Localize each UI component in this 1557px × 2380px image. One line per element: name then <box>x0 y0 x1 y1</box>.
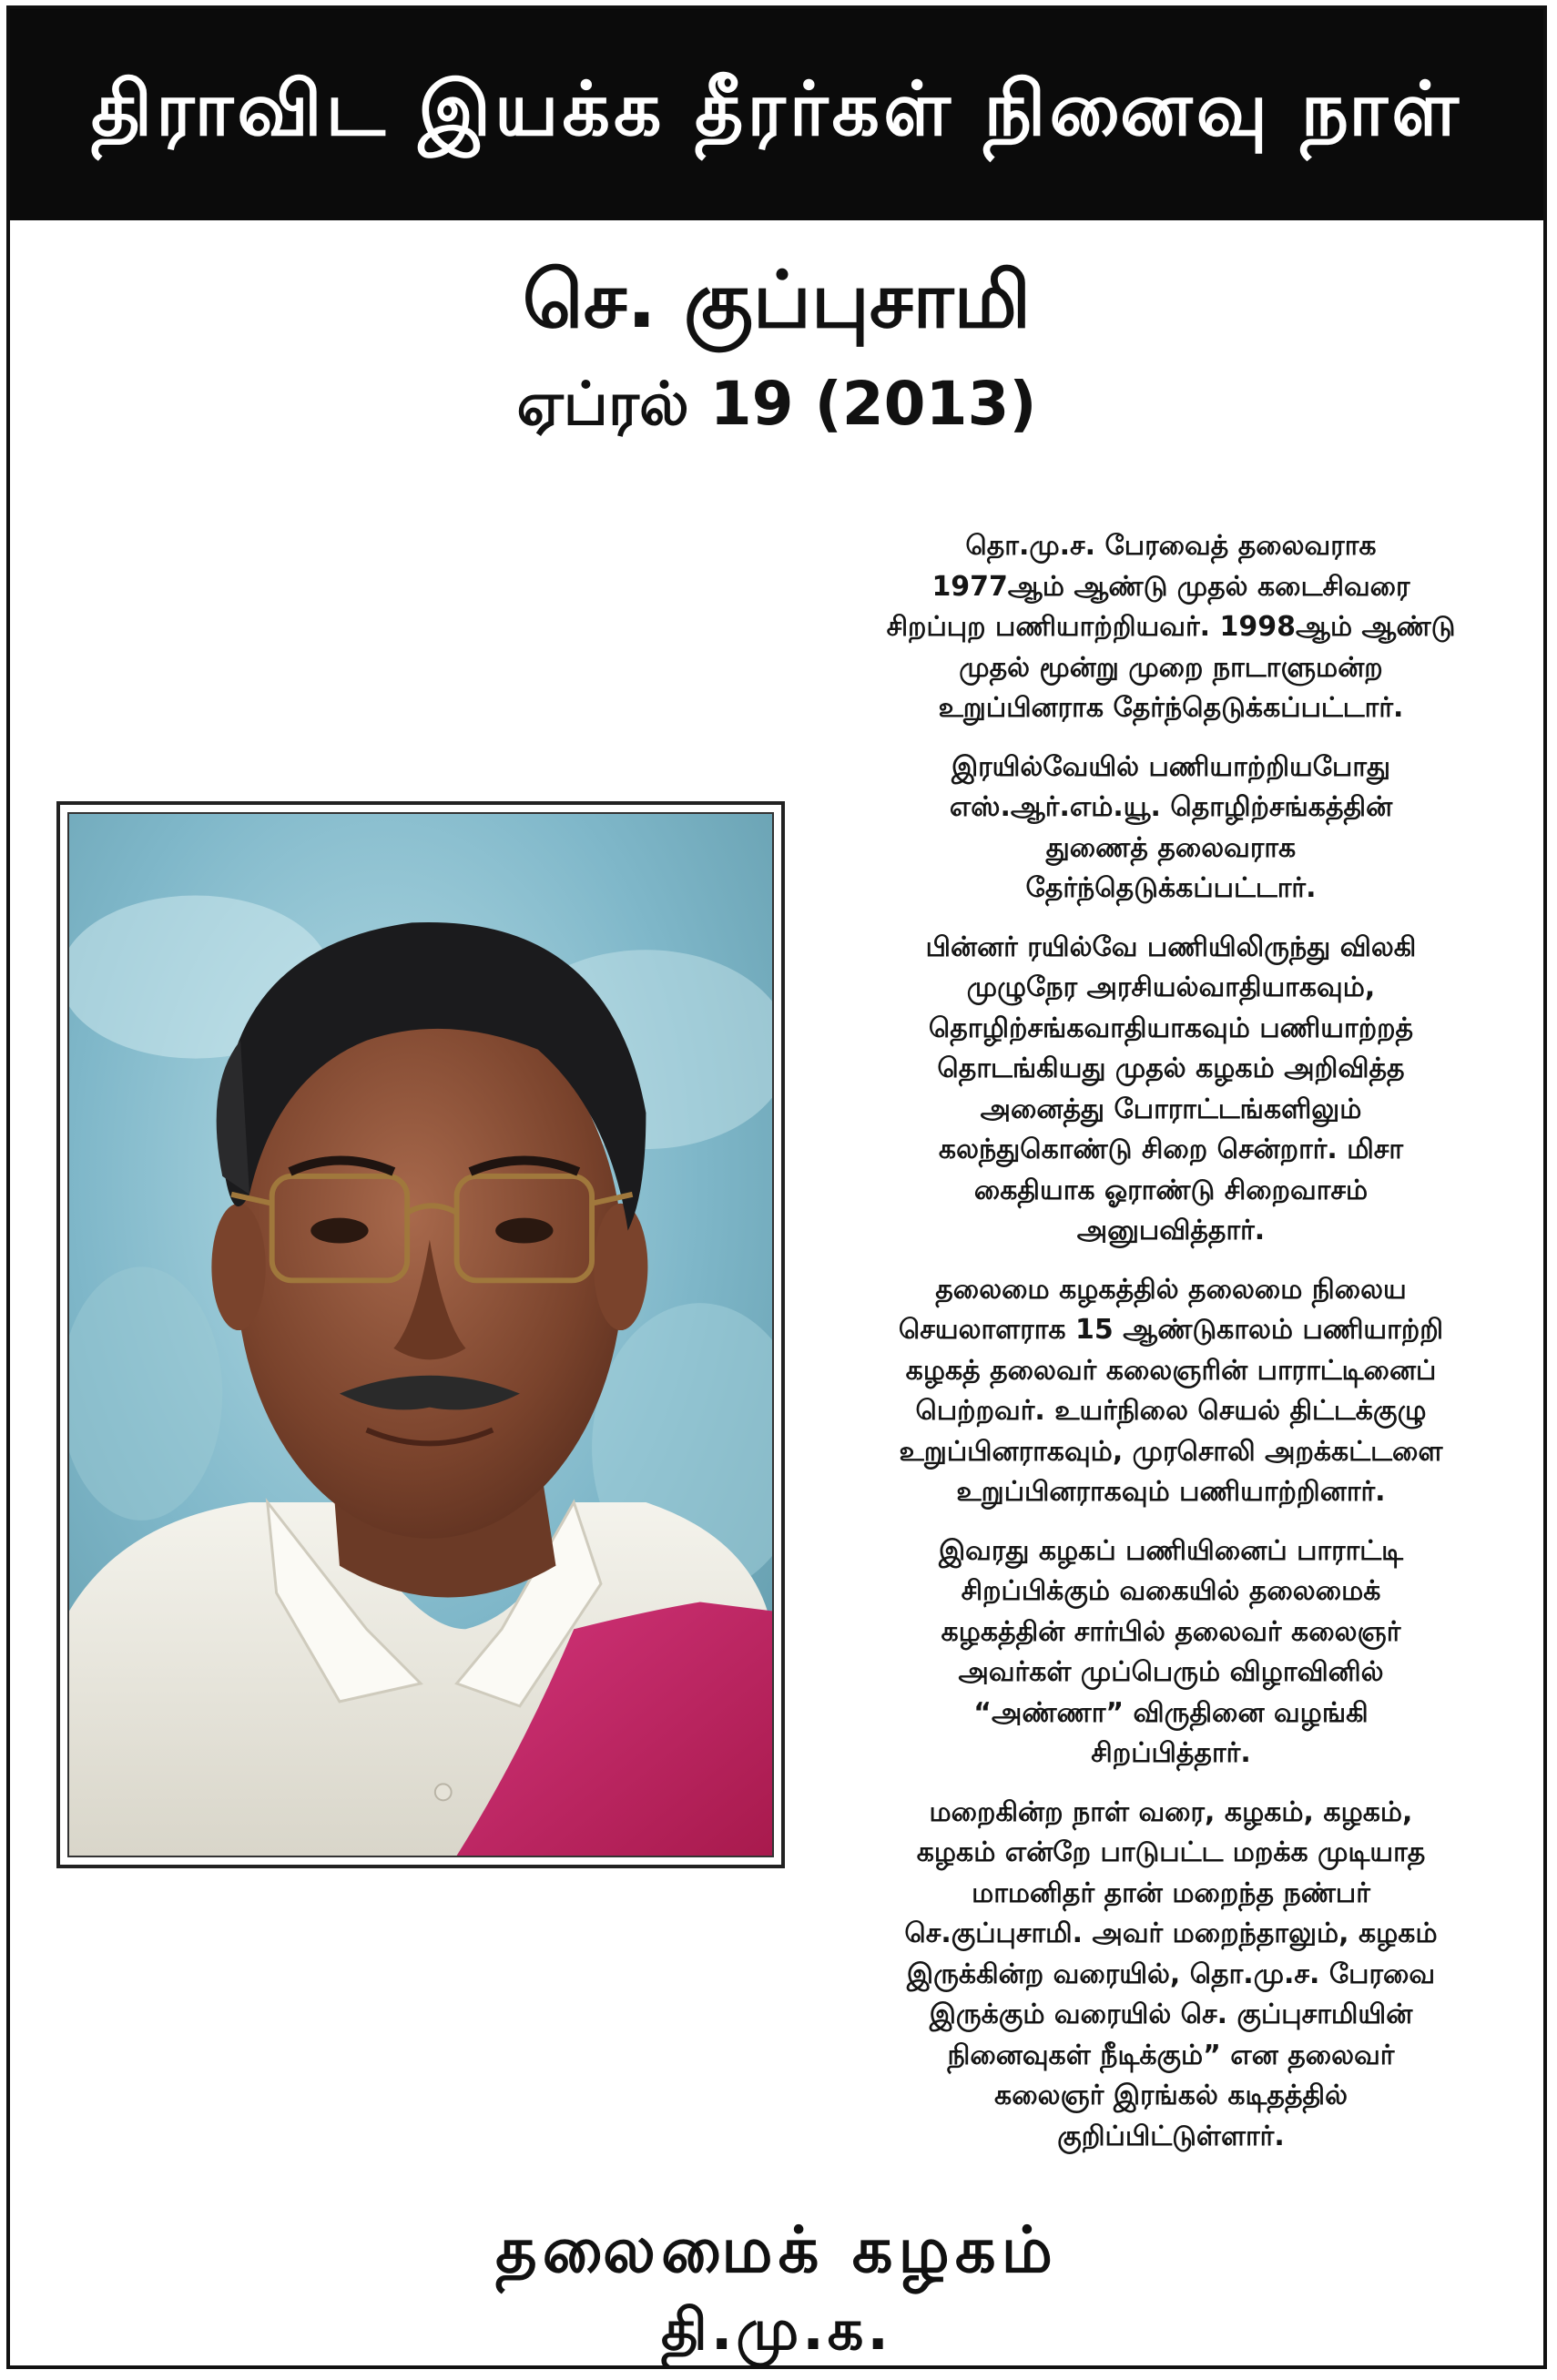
text-line: கலந்துகொண்டு சிறை சென்றார். மிசா <box>938 1134 1404 1165</box>
text-line: தலைமை கழகத்தில் தலைமை நிலைய <box>935 1273 1407 1306</box>
text-line: செ.குப்புசாமி. அவர் மறைந்தாலும், கழகம் <box>904 1917 1438 1949</box>
text-line: முழுநேர அரசியல்வாதியாகவும், <box>966 971 1376 1003</box>
text-line: தொழிற்சங்கவாதியாகவும் பணியாற்றத் <box>928 1012 1414 1044</box>
text-line: அனுபவித்தார். <box>1076 1215 1266 1246</box>
text-line: உறுப்பினராக தேர்ந்தெடுக்கப்பட்டார். <box>938 692 1404 724</box>
text-line: தேர்ந்தெடுக்கப்பட்டார். <box>1025 872 1317 904</box>
bio-paragraph-4 <box>811 1270 1531 1513</box>
text-line: எஸ்.ஆர்.எம்.யூ. தொழிற்சங்கத்தின் <box>949 791 1393 823</box>
portrait-illustration <box>69 814 772 1856</box>
text-line: மறைகின்ற நாள் வரை, கழகம், கழகம், <box>929 1795 1413 1828</box>
footer-party: தி.மு.க. <box>661 2296 892 2363</box>
banner <box>10 9 1543 220</box>
bio-paragraph-6 <box>811 1793 1531 2158</box>
memorial-date: ஏப்ரல் 19 (2013) <box>516 369 1037 439</box>
text-line: “அண்ணா” விருதினை வழங்கி <box>973 1696 1369 1729</box>
text-line: இவரது கழகப் பணியினைப் பாராட்டி <box>938 1534 1404 1567</box>
text-line: கழகத் தலைவர் கலைஞரின் பாராட்டினைப் <box>905 1354 1437 1387</box>
text-line: அவர்கள் முப்பெரும் விழாவினில் <box>958 1656 1384 1688</box>
text-line: கழகத்தின் சார்பில் தலைவர் கலைஞர் <box>941 1615 1401 1648</box>
portrait-image <box>67 812 774 1857</box>
bio-paragraph-5 <box>811 1531 1531 1775</box>
person-name: செ. குப்புசாமி <box>522 255 1032 346</box>
text-line: இரயில்வேயில் பணியாற்றியபோது <box>951 750 1391 783</box>
text-line: இருக்கின்ற வரையில், தொ.மு.ச. பேரவை <box>906 1958 1436 1990</box>
bio-paragraph-2 <box>811 748 1531 910</box>
text-line: இருக்கும் வரையில் செ. குப்புசாமியின் <box>929 1999 1413 2030</box>
text-line: கைதியாக ஓராண்டு சிறைவாசம் <box>973 1174 1369 1206</box>
banner-title: திராவிட இயக்க தீரர்கள் நினைவு நாள் <box>90 66 1463 153</box>
text-line: துணைத் தலைவராக <box>1045 831 1297 864</box>
text-line: செயலாளராக 15 ஆண்டுகாலம் பணியாற்றி <box>898 1314 1444 1346</box>
text-line: சிறப்பிக்கும் வகையில் தலைமைக் <box>961 1575 1381 1607</box>
text-line: 1977ஆம் ஆண்டு முதல் கடைசிவரை <box>931 570 1410 603</box>
text-line: உறுப்பினராகவும், முரசொலி அறக்கட்டளை <box>899 1435 1443 1468</box>
text-line: உறுப்பினராகவும் பணியாற்றினார். <box>956 1476 1386 1508</box>
biography <box>811 526 1531 2175</box>
text-line: சிறப்புற பணியாற்றியவர். 1998ஆம் ஆண்டு <box>886 611 1456 643</box>
portrait-photo <box>56 801 785 1868</box>
footer-organization: தலைமைக் கழகம் <box>495 2212 1058 2287</box>
text-line: சிறப்பித்தார். <box>1091 1737 1251 1769</box>
text-line: நினைவுகள் நீடிக்கும்” என தலைவர் <box>947 2039 1395 2071</box>
memorial-notice <box>6 5 1547 2369</box>
text-line: கலைஞர் இரங்கல் கடிதத்தில் <box>994 2080 1348 2111</box>
text-line: பின்னர் ரயில்வே பணியிலிருந்து விலகி <box>925 931 1417 963</box>
text-line: பெற்றவர். உயர்நிலை செயல் திட்டக்குழு <box>915 1395 1427 1427</box>
bio-paragraph-3 <box>811 928 1531 1252</box>
text-line: தொ.மு.ச. பேரவைத் தலைவராக <box>965 530 1377 562</box>
text-line: தொடங்கியது முதல் கழகம் அறிவித்த <box>937 1053 1405 1084</box>
bio-paragraph-1 <box>811 526 1531 729</box>
text-line: குறிப்பிட்டுள்ளார். <box>1057 2120 1285 2152</box>
text-line: முதல் மூன்று முறை நாடாளுமன்ற <box>959 651 1383 684</box>
text-line: மாமனிதர் தான் மறைந்த நண்பர் <box>972 1877 1370 1909</box>
text-line: அனைத்து போராட்டங்களிலும் <box>980 1093 1362 1125</box>
text-line: கழகம் என்றே பாடுபட்ட மறக்க முடியாத <box>916 1836 1426 1868</box>
